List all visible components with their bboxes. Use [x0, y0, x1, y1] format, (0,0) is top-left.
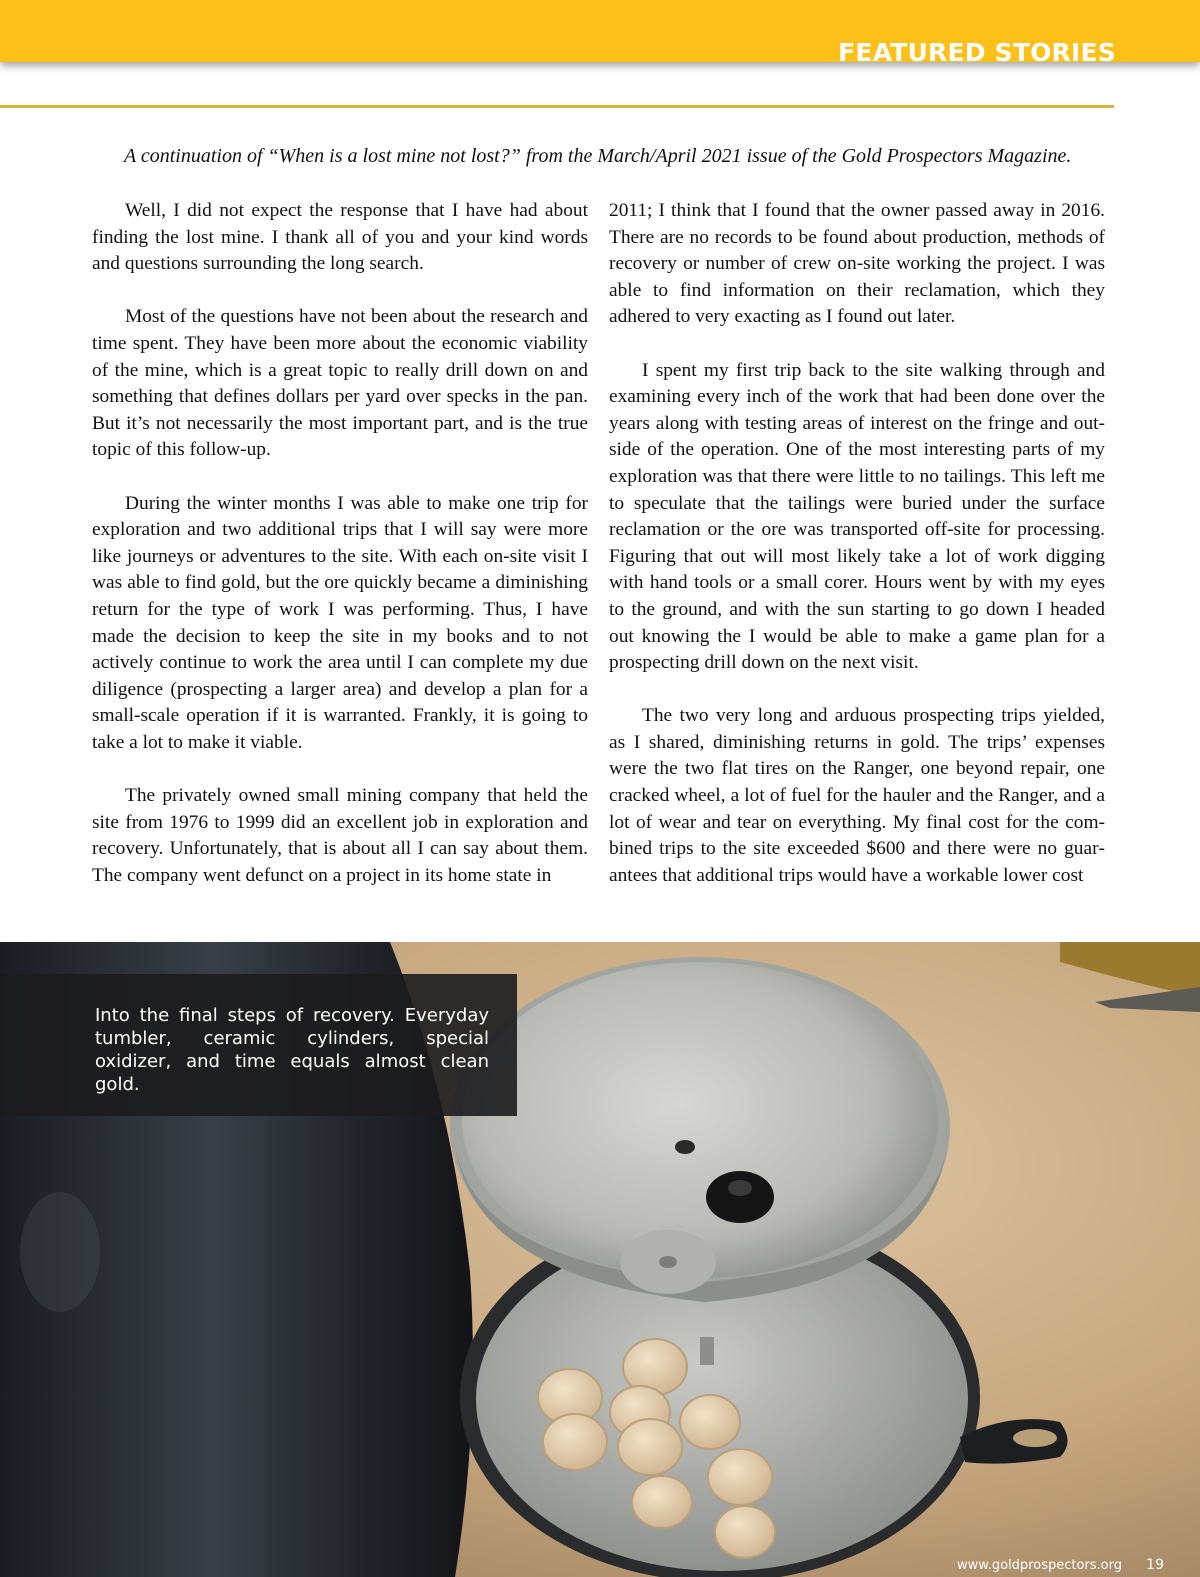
paragraph: Most of the questions have not been about the research and time spent. They have been more about the economic viability of the mine, which is a great topic to really drill down on and something that defines dollars per yard over specks in the pan. But it’s not necessarily the most important part, and is the true topic of this follow-up.: [92, 306, 588, 461]
photo-caption: Into the final steps of recovery. Everyday tumbler, ceramic cylinders, special oxidizer, and time equals almost clean gold.: [95, 1005, 489, 1095]
paragraph: The two very long and arduous prospecting trips yielded, as I shared, diminishing returns in gold. The trips’ expenses were the two flat tires on the Ranger, one beyond repair, one cracked wheel, a lot of fuel for the hauler and the Ranger, and a lot of wear and tear on everything. My final cost for the combined trips to the site exceeded $600 and there were no guarantees that additional trips would have a workable lower cost: [609, 705, 1105, 886]
paragraph: The privately owned small mining company that held the site from 1976 to 1999 did an excellent job in exploration and recovery. Unfortunately, that is about all I can say about them. The company went defunct on a project in its home state in: [92, 785, 588, 886]
paragraph: Well, I did not expect the response that I have had about finding the lost mine. I thank all of you and your kind words and questions surrounding the long search.: [92, 200, 588, 275]
paragraph: 2011; I think that I found that the owner passed away in 2016. There are no records to be found about production, methods of recovery or number of crew on-site working the project. I was able to find information on their reclamation, which they adhered to very exacting as I found out later.: [609, 200, 1105, 328]
page-number: 19: [1146, 1557, 1164, 1573]
header-rule: [0, 105, 1114, 108]
paragraph: During the winter months I was able to make one trip for exploration and two additional trips that I will say were more like journeys or adventures to the site. With each on-site visit I was able to find gold, but the ore quickly became a diminishing return for the type of work I was performing. Thus, I have made the decision to keep the site in my books and to not actively continue to work the area until I can complete my due diligence (prospecting a larger area) and develop a plan for a small-scale operation if it is warranted. Frankly, it is going to take a lot to make it viable.: [92, 492, 588, 753]
paragraph: I spent my first trip back to the site walking through and examining every inch of the work that had been done over the years along with testing areas of interest on the fringe and outside of the operation. One of the most interesting parts of my exploration was that there were little to no tailings. This left me to speculate that the tailings were buried under the surface reclamation or the ore was transported off-site for processing. Figuring that out will most likely take a lot of work digging with hand tools or a small corer. Hours went by with my eyes to the ground, and with the sun starting to go down I headed out knowing the I would be able to make a game plan for a prospecting drill down on the next visit.: [609, 359, 1105, 674]
right-column: [609, 198, 1105, 889]
section-label: FEATURED STORIES: [838, 38, 1116, 67]
left-column: [92, 198, 588, 889]
intro-line: A continuation of “When is a lost mine not lost?” from the March/April 2021 issue of the Gold Prospectors Magazine.: [124, 145, 1072, 167]
footer-url: www.goldprospectors.org: [957, 1558, 1122, 1573]
